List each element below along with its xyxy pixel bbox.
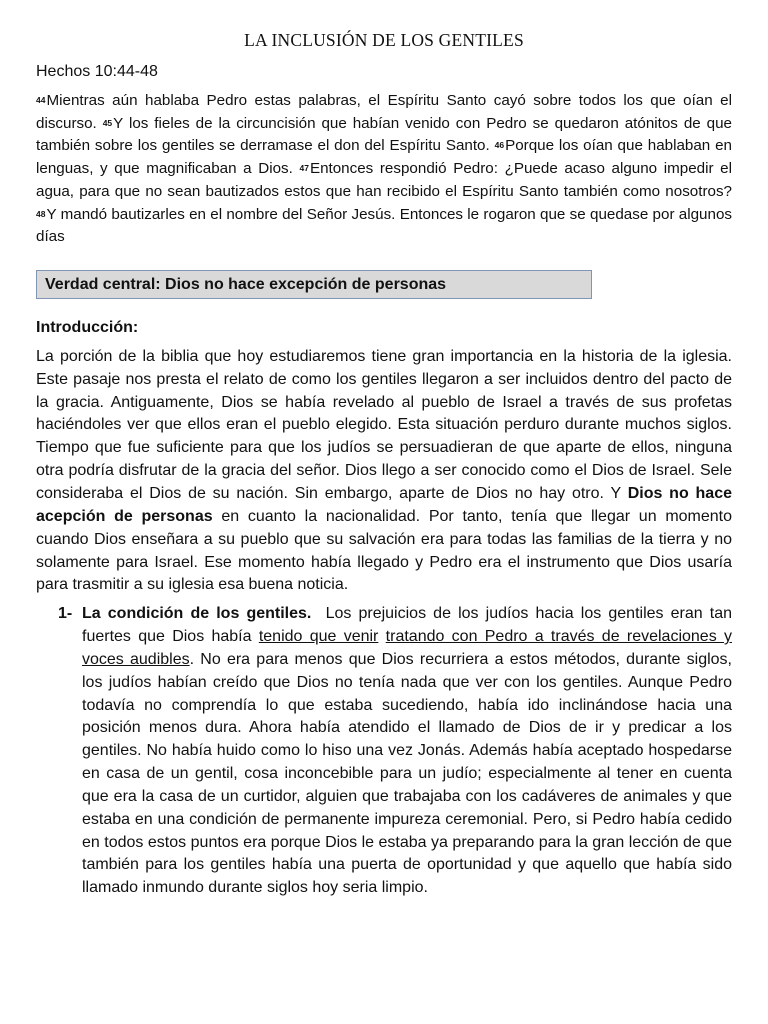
verse-number: 48 [36, 208, 46, 219]
document-page [36, 0, 732, 900]
scripture-passage [36, 90, 732, 249]
intro-text: La porción de la biblia que hoy estudiaremos tiene gran importancia en la historia de la iglesia. Este pasaje nos presta el relato de como los gentiles llegaron a ser incluidos dentro del pacto de la gracia. Antiguamente, Dios se había revelado al pueblo de Israel a través de sus profetas haciéndoles ver que ellos eran el pueblo elegido. Esta situación perduro durante muchos siglos. Tiempo que fue suficiente para que los judíos se persuadieran de que aparte de ellos, ninguna otra podría disfrutar de la gracia del señor. Dios llego a ser conocido como el Dios de Israel. Sele consideraba el Dios de su nación. Sin embargo, aparte de Dios no hay otro. Y [36, 347, 732, 502]
verse-number: 47 [299, 163, 309, 174]
underlined-text: tenido que venir [258, 628, 379, 646]
point-heading: La condición de los gentiles. [82, 605, 312, 623]
intro-heading: Introducción: [36, 318, 139, 336]
verse-text: Mientras aún hablaba Pedro estas palabras, el Espíritu Santo cayó sobre todos los que oían el discurso. [36, 92, 732, 132]
verse-text: Entonces respondió Pedro: ¿Puede acaso alguno impedir el agua, para que no sean bautizados estos que han recibido el Espíritu Santo también como nosotros? [36, 160, 732, 200]
verse-number: 44 [36, 95, 46, 105]
point-number: 1- [58, 605, 73, 623]
verse-number: 45 [102, 117, 113, 128]
point-text: . No era para menos que Dios recurriera a estos métodos, durante siglos, los judíos habían creído que Dios no tenía nada que ver con los gentiles. Aunque Pedro todavía no comprendía lo que estaba sucediendo, había ido inclinándose hacia una posición menos dura. Ahora había atendido el llamado de Dios de ir y predicar a los gentiles. No había huido como lo hiso una vez Jonás. Además había aceptado hospedarse en casa de un gentil, cosa inconcebible para un judío; especialmente al tener en cuenta que era la casa de un curtidor, alguien que trabajaba con los cadáveres de animales y que estaba en una condición de permanente impureza ceremonial. Pero, si Pedro había cedido en todos estos puntos era porque Dios le estaba ya preparando para la gran lección de que también para los gentiles había una puerta de oportunidad y que aquello que había sido llamado inmundo durante siglos hoy seria limpio. [82, 650, 733, 897]
central-truth-box: Verdad central: Dios no hace excepción de personas [36, 270, 592, 299]
verse-text: Y los fieles de la circuncisión que habían venido con Pedro se quedaron atónitos de que también sobre los gentiles se derramase el don del Espíritu Santo. [36, 114, 732, 155]
underlined-text: tratando con Pedro a través de revelaciones y voces audibles [82, 628, 732, 668]
page-title: LA INCLUSIÓN DE LOS GENTILES [244, 30, 524, 50]
verse-text: Y mandó bautizarles en el nombre del Señor Jesús. Entonces le rogaron que se quedase por algunos días [36, 205, 732, 246]
intro-text: en cuanto la nacionalidad. Por tanto, tenía que llegar un momento cuando Dios enseñara a su pueblo que su salvación era para todas las familias de la tierra y no solamente para Israel. Ese momento había llegado y Pedro era el instrumento que Dios usaría para trasmitir a su iglesia esa buena noticia. [36, 507, 733, 594]
verse-text: Porque los oían que hablaban en lenguas, y que magnificaban a Dios. [36, 137, 732, 178]
scripture-reference: Hechos 10:44-48 [36, 63, 158, 80]
verse-number: 46 [494, 140, 505, 151]
point-text: Los prejuicios de los judíos hacia los gentiles eran tan fuertes que Dios había [82, 605, 733, 646]
intro-paragraph [36, 346, 732, 597]
intro-bold-text: Dios no hace acepción de personas [36, 484, 732, 525]
numbered-point [36, 603, 732, 900]
